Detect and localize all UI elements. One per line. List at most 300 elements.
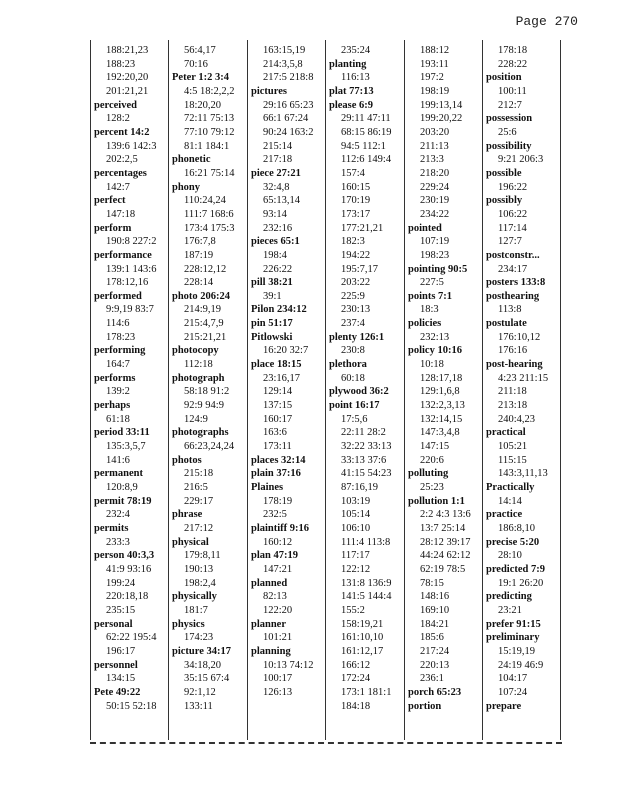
index-headword: personal: [94, 618, 133, 630]
index-headword: prefer 91:15: [486, 618, 541, 630]
index-reference: 217:5 218:8: [263, 72, 314, 84]
index-reference: 10:13 74:12: [263, 659, 314, 671]
index-reference: 15:19,19: [498, 645, 536, 657]
index-reference: 23:16,17: [263, 372, 301, 384]
index-reference: 217:24: [420, 645, 450, 657]
index-headword: plethora: [329, 359, 367, 371]
index-reference: 32:4,8: [263, 181, 290, 193]
index-reference: 50:15 52:18: [106, 700, 157, 712]
index-reference: 193:11: [420, 58, 449, 70]
index-reference: 187:19: [184, 249, 214, 261]
index-reference: 190:8 227:2: [106, 236, 157, 248]
index-reference: 211:13: [420, 140, 449, 152]
index-reference: 32:22 33:13: [341, 441, 392, 453]
index-column-3: [251, 44, 323, 700]
index-reference: 196:22: [498, 181, 528, 193]
index-reference: 77:10 79:12: [184, 126, 235, 138]
index-reference: 215:14: [263, 140, 293, 152]
index-headword: precise 5:20: [486, 536, 540, 548]
index-reference: 240:4,23: [498, 413, 536, 425]
index-reference: 215:4,7,9: [184, 318, 224, 330]
index-reference: 234:17: [498, 263, 528, 275]
index-reference: 111:4 113:8: [341, 536, 391, 548]
index-reference: 176:16: [498, 345, 528, 357]
word-index: [90, 40, 560, 740]
index-headword: pin 51:17: [251, 318, 293, 330]
index-reference: 235:24: [341, 45, 371, 56]
index-reference: 114:6: [106, 318, 130, 330]
index-reference: 9:21 206:3: [498, 154, 544, 166]
index-headword: permits: [94, 522, 129, 534]
index-reference: 217:18: [263, 154, 293, 166]
index-reference: 160:15: [341, 181, 371, 193]
index-reference: 34:18,20: [184, 659, 222, 671]
index-reference: 128:17,18: [420, 372, 463, 384]
index-reference: 196:17: [106, 645, 136, 657]
index-reference: 10:18: [420, 359, 444, 371]
index-headword: posters 133:8: [486, 277, 546, 289]
index-headword: Pilon 234:12: [251, 304, 307, 316]
index-reference: 211:18: [498, 386, 527, 398]
index-reference: 176:10,12: [498, 331, 541, 343]
index-reference: 181:7: [184, 604, 208, 616]
index-headword: practice: [486, 509, 523, 521]
index-reference: 229:17: [184, 495, 214, 507]
index-reference: 190:13: [184, 563, 214, 575]
page-number: Page 270: [515, 14, 578, 29]
index-reference: 143:3,11,13: [498, 468, 548, 480]
index-reference: 18:20,20: [184, 99, 222, 111]
index-reference: 161:10,10: [341, 632, 384, 644]
index-reference: 158:19,21: [341, 618, 384, 630]
index-reference: 66:1 67:24: [263, 113, 309, 125]
index-reference: 235:15: [106, 604, 136, 616]
index-headword: performing: [94, 345, 146, 357]
index-headword: possibly: [486, 195, 523, 207]
index-reference: 178:23: [106, 331, 136, 343]
index-reference: 112:6 149:4: [341, 154, 392, 166]
index-reference: 178:18: [498, 45, 528, 56]
index-reference: 163:6: [263, 427, 287, 439]
index-reference: 163:15,19: [263, 45, 306, 56]
index-reference: 234:22: [420, 208, 450, 220]
column-rule: [90, 40, 91, 740]
index-reference: 133:11: [184, 700, 213, 712]
index-headword: perhaps: [94, 400, 131, 412]
index-reference: 28:12 39:17: [420, 536, 471, 548]
index-reference: 176:7,8: [184, 236, 216, 248]
index-headword: place 18:15: [251, 359, 302, 371]
index-headword: performed: [94, 290, 142, 302]
index-headword: physics: [172, 618, 205, 630]
index-headword: plat 77:13: [329, 85, 374, 97]
index-reference: 186:8,10: [498, 522, 536, 534]
index-reference: 199:13,14: [420, 99, 463, 111]
index-reference: 35:15 67:4: [184, 673, 230, 685]
index-column-1: [94, 44, 166, 713]
index-reference: 220:13: [420, 659, 450, 671]
index-reference: 188:12: [420, 45, 450, 56]
index-reference: 2:2 4:3 13:6: [420, 509, 471, 521]
index-reference: 137:15: [263, 400, 293, 412]
index-reference: 230:13: [341, 304, 371, 316]
index-reference: 232:5: [263, 509, 287, 521]
index-headword: porch 65:23: [408, 686, 462, 698]
index-headword: planner: [251, 618, 287, 630]
index-reference: 139:1 143:6: [106, 263, 157, 275]
index-reference: 107:19: [420, 236, 450, 248]
index-reference: 142:7: [106, 181, 130, 193]
index-headword: pieces 65:1: [251, 236, 300, 248]
index-headword: Peter 1:2 3:4: [172, 72, 229, 84]
index-reference: 117:14: [498, 222, 527, 234]
index-headword: postulate: [486, 318, 527, 330]
index-headword: plywood 36:2: [329, 386, 389, 398]
index-reference: 92:1,12: [184, 686, 216, 698]
index-reference: 174:23: [184, 632, 214, 644]
index-reference: 228:14: [184, 277, 214, 289]
index-headword: period 33:11: [94, 427, 150, 439]
index-reference: 131:8 136:9: [341, 577, 392, 589]
index-reference: 17:5,6: [341, 413, 368, 425]
index-reference: 215:21,21: [184, 331, 227, 343]
index-reference: 169:10: [420, 604, 450, 616]
index-headword: policy 10:16: [408, 345, 462, 357]
index-reference: 236:1: [420, 673, 444, 685]
index-reference: 166:12: [341, 659, 371, 671]
index-headword: pill 38:21: [251, 277, 293, 289]
column-rule: [247, 40, 248, 740]
index-headword: plaintiff 9:16: [251, 522, 310, 534]
index-reference: 228:12,12: [184, 263, 227, 275]
index-reference: 228:22: [498, 58, 528, 70]
index-reference: 229:24: [420, 181, 450, 193]
index-headword: percent 14:2: [94, 126, 150, 138]
index-reference: 90:24 163:2: [263, 126, 314, 138]
index-headword: permanent: [94, 468, 143, 480]
index-reference: 232:4: [106, 509, 130, 521]
index-reference: 62:19 78:5: [420, 563, 466, 575]
index-reference: 22:11 28:2: [341, 427, 386, 439]
index-reference: 184:21: [420, 618, 450, 630]
index-headword: picture 34:17: [172, 645, 232, 657]
index-reference: 141:5 144:4: [341, 591, 392, 603]
index-reference: 68:15 86:19: [341, 126, 392, 138]
index-reference: 129:14: [263, 386, 293, 398]
index-reference: 124:9: [184, 413, 208, 425]
index-reference: 41:15 54:23: [341, 468, 392, 480]
index-headword: portion: [408, 700, 442, 712]
index-reference: 111:7 168:6: [184, 208, 234, 220]
index-headword: posthearing: [486, 290, 540, 302]
index-reference: 39:1: [263, 290, 282, 302]
index-reference: 164:7: [106, 359, 130, 371]
index-reference: 230:8: [341, 345, 365, 357]
index-reference: 155:2: [341, 604, 365, 616]
index-headword: perceived: [94, 99, 137, 111]
index-headword: Pete 49:22: [94, 686, 141, 698]
index-reference: 117:17: [341, 550, 370, 562]
index-reference: 199:24: [106, 577, 136, 589]
index-reference: 203:22: [341, 277, 371, 289]
index-reference: 198:4: [263, 249, 287, 261]
index-reference: 203:20: [420, 126, 450, 138]
index-headword: percentages: [94, 167, 147, 179]
index-reference: 101:21: [263, 632, 293, 644]
index-column-4: [329, 44, 402, 713]
index-reference: 182:3: [341, 236, 365, 248]
index-headword: pointed: [408, 222, 442, 234]
index-reference: 44:24 62:12: [420, 550, 471, 562]
index-reference: 82:13: [263, 591, 287, 603]
index-reference: 148:16: [420, 591, 450, 603]
index-reference: 29:11 47:11: [341, 113, 391, 125]
index-reference: 24:19 46:9: [498, 659, 544, 671]
index-reference: 217:12: [184, 522, 214, 534]
index-headword: Plaines: [251, 482, 284, 493]
index-reference: 16:21 75:14: [184, 167, 235, 179]
index-reference: 81:1 184:1: [184, 140, 230, 152]
index-headword: preliminary: [486, 632, 540, 644]
index-headword: physical: [172, 536, 209, 548]
index-reference: 225:9: [341, 290, 365, 302]
index-reference: 147:3,4,8: [420, 427, 460, 439]
index-headword: prepare: [486, 700, 522, 712]
index-headword: post-hearing: [486, 359, 543, 371]
index-reference: 220:6: [420, 454, 444, 466]
index-reference: 232:16: [263, 222, 293, 234]
index-headword: possibility: [486, 140, 532, 152]
index-reference: 201:21,21: [106, 85, 149, 97]
index-reference: 9:9,19 83:7: [106, 304, 154, 316]
index-reference: 106:10: [341, 522, 371, 534]
index-headword: postconstr...: [486, 249, 540, 261]
index-headword: perform: [94, 222, 132, 234]
index-headword: planting: [329, 58, 367, 70]
index-reference: 65:13,14: [263, 195, 301, 207]
index-reference: 19:1 26:20: [498, 577, 544, 589]
index-reference: 214:3,5,8: [263, 58, 303, 70]
index-reference: 173:17: [341, 208, 371, 220]
index-headword: photos: [172, 454, 202, 466]
index-reference: 61:18: [106, 413, 130, 425]
index-reference: 135:3,5,7: [106, 441, 146, 453]
index-reference: 173:11: [263, 441, 292, 453]
index-reference: 192:20,20: [106, 72, 149, 84]
index-headword: predicted 7:9: [486, 563, 546, 575]
index-reference: 170:19: [341, 195, 371, 207]
index-reference: 214:9,19: [184, 304, 222, 316]
index-reference: 230:19: [420, 195, 450, 207]
index-reference: 147:15: [420, 441, 450, 453]
index-reference: 213:18: [498, 400, 528, 412]
index-reference: 147:21: [263, 563, 293, 575]
column-rule: [325, 40, 326, 740]
index-reference: 141:6: [106, 454, 130, 466]
index-reference: 172:24: [341, 673, 371, 685]
index-reference: 23:21: [498, 604, 522, 616]
index-reference: 94:5 112:1: [341, 140, 386, 152]
index-reference: 195:7,17: [341, 263, 379, 275]
index-reference: 202:2,5: [106, 154, 138, 166]
index-reference: 25:23: [420, 482, 444, 493]
index-headword: pollution 1:1: [408, 495, 465, 507]
index-reference: 132:2,3,13: [420, 400, 465, 412]
index-headword: performance: [94, 249, 152, 261]
index-column-2: [172, 44, 245, 713]
index-reference: 226:22: [263, 263, 293, 275]
index-reference: 41:9 93:16: [106, 563, 152, 575]
index-reference: 127:7: [498, 236, 522, 248]
index-reference: 198:23: [420, 249, 450, 261]
index-reference: 197:2: [420, 72, 444, 84]
index-reference: 188:23: [106, 58, 136, 70]
index-reference: 110:24,24: [184, 195, 226, 207]
index-headword: places 32:14: [251, 454, 306, 466]
index-headword: polluting: [408, 468, 449, 480]
index-headword: planning: [251, 645, 291, 657]
index-reference: 29:16 65:23: [263, 99, 314, 111]
index-reference: 218:20: [420, 167, 450, 179]
index-headword: phrase: [172, 509, 203, 521]
index-reference: 112:18: [184, 359, 213, 371]
index-reference: 126:13: [263, 686, 293, 698]
index-reference: 107:24: [498, 686, 528, 698]
index-headword: possession: [486, 113, 533, 125]
index-reference: 184:18: [341, 700, 371, 712]
index-reference: 157:4: [341, 167, 365, 179]
index-reference: 105:14: [341, 509, 371, 521]
index-reference: 237:4: [341, 318, 365, 330]
index-headword: permit 78:19: [94, 495, 152, 507]
bottom-rule: [90, 742, 562, 744]
index-headword: photograph: [172, 372, 225, 384]
index-reference: 179:8,11: [184, 550, 221, 562]
index-reference: 188:21,23: [106, 45, 149, 56]
index-reference: 139:6 142:3: [106, 140, 157, 152]
index-reference: 227:5: [420, 277, 444, 289]
index-reference: 113:8: [498, 304, 522, 316]
index-headword: performs: [94, 372, 136, 384]
index-reference: 116:13: [341, 72, 370, 84]
index-reference: 132:14,15: [420, 413, 463, 425]
index-headword: please 6:9: [329, 99, 374, 111]
index-headword: phonetic: [172, 154, 211, 166]
index-reference: 216:5: [184, 482, 208, 493]
index-reference: 178:19: [263, 495, 293, 507]
index-reference: 173:1 181:1: [341, 686, 392, 698]
index-headword: Pitlowski: [251, 331, 293, 343]
index-reference: 129:1,6,8: [420, 386, 460, 398]
index-reference: 104:17: [498, 673, 528, 685]
index-headword: position: [486, 72, 522, 84]
index-reference: 232:13: [420, 331, 450, 343]
index-reference: 87:16,19: [341, 482, 379, 493]
index-reference: 16:20 32:7: [263, 345, 309, 357]
index-reference: 120:8,9: [106, 482, 138, 493]
index-reference: 62:22 195:4: [106, 632, 157, 644]
index-reference: 70:16: [184, 58, 208, 70]
index-headword: point 16:17: [329, 400, 380, 412]
index-reference: 134:15: [106, 673, 136, 685]
column-rule: [404, 40, 405, 740]
index-reference: 220:18,18: [106, 591, 149, 603]
index-reference: 13:7 25:14: [420, 522, 466, 534]
index-reference: 128:2: [106, 113, 130, 125]
index-headword: photographs: [172, 427, 229, 439]
index-reference: 100:17: [263, 673, 293, 685]
index-headword: person 40:3,3: [94, 550, 155, 562]
index-reference: 160:17: [263, 413, 293, 425]
index-headword: plan 47:19: [251, 550, 298, 562]
index-reference: 147:18: [106, 208, 136, 220]
index-headword: practical: [486, 427, 526, 439]
index-headword: pictures: [251, 85, 287, 97]
index-reference: 93:14: [263, 208, 287, 220]
column-rule: [168, 40, 169, 740]
index-reference: 185:6: [420, 632, 444, 644]
index-reference: 28:10: [498, 550, 522, 562]
index-reference: 198:2,4: [184, 577, 216, 589]
index-reference: 72:11 75:13: [184, 113, 235, 125]
index-headword: possible: [486, 167, 522, 179]
index-reference: 194:22: [341, 249, 371, 261]
index-reference: 103:19: [341, 495, 371, 507]
index-reference: 212:7: [498, 99, 522, 111]
index-headword: plenty 126:1: [329, 331, 385, 343]
index-reference: 92:9 94:9: [184, 400, 224, 412]
index-reference: 233:3: [106, 536, 130, 548]
index-reference: 122:20: [263, 604, 293, 616]
index-reference: 122:12: [341, 563, 371, 575]
index-headword: phony: [172, 181, 201, 193]
index-reference: 58:18 91:2: [184, 386, 230, 398]
index-reference: 106:22: [498, 208, 528, 220]
index-reference: 4:5 18:2,2,2: [184, 85, 235, 97]
index-reference: 60:18: [341, 372, 365, 384]
index-reference: 4:23 211:15: [498, 372, 549, 384]
index-reference: 105:21: [498, 441, 528, 453]
index-column-6: [486, 44, 559, 713]
index-reference: 178:12,16: [106, 277, 149, 289]
column-rule: [482, 40, 483, 740]
index-column-5: [408, 44, 480, 713]
column-rule: [560, 40, 561, 740]
index-headword: predicting: [486, 591, 532, 603]
index-reference: 66:23,24,24: [184, 441, 235, 453]
index-headword: perfect: [94, 195, 126, 207]
index-reference: 173:4 175:3: [184, 222, 235, 234]
index-headword: photocopy: [172, 345, 219, 357]
index-reference: 198:19: [420, 85, 450, 97]
index-reference: 18:3: [420, 304, 439, 316]
index-reference: 14:14: [498, 495, 522, 507]
index-reference: 213:3: [420, 154, 444, 166]
index-headword: piece 27:21: [251, 167, 301, 179]
index-reference: 78:15: [420, 577, 444, 589]
index-headword: photo 206:24: [172, 290, 231, 302]
index-headword: policies: [408, 318, 442, 330]
index-headword: points 7:1: [408, 290, 453, 302]
index-reference: 177:21,21: [341, 222, 384, 234]
index-reference: 215:18: [184, 468, 214, 480]
index-reference: 56:4,17: [184, 45, 216, 56]
index-reference: 139:2: [106, 386, 130, 398]
index-reference: 33:13 37:6: [341, 454, 387, 466]
index-headword: Practically: [486, 482, 535, 493]
index-reference: 199:20,22: [420, 113, 463, 125]
index-reference: 161:12,17: [341, 645, 384, 657]
